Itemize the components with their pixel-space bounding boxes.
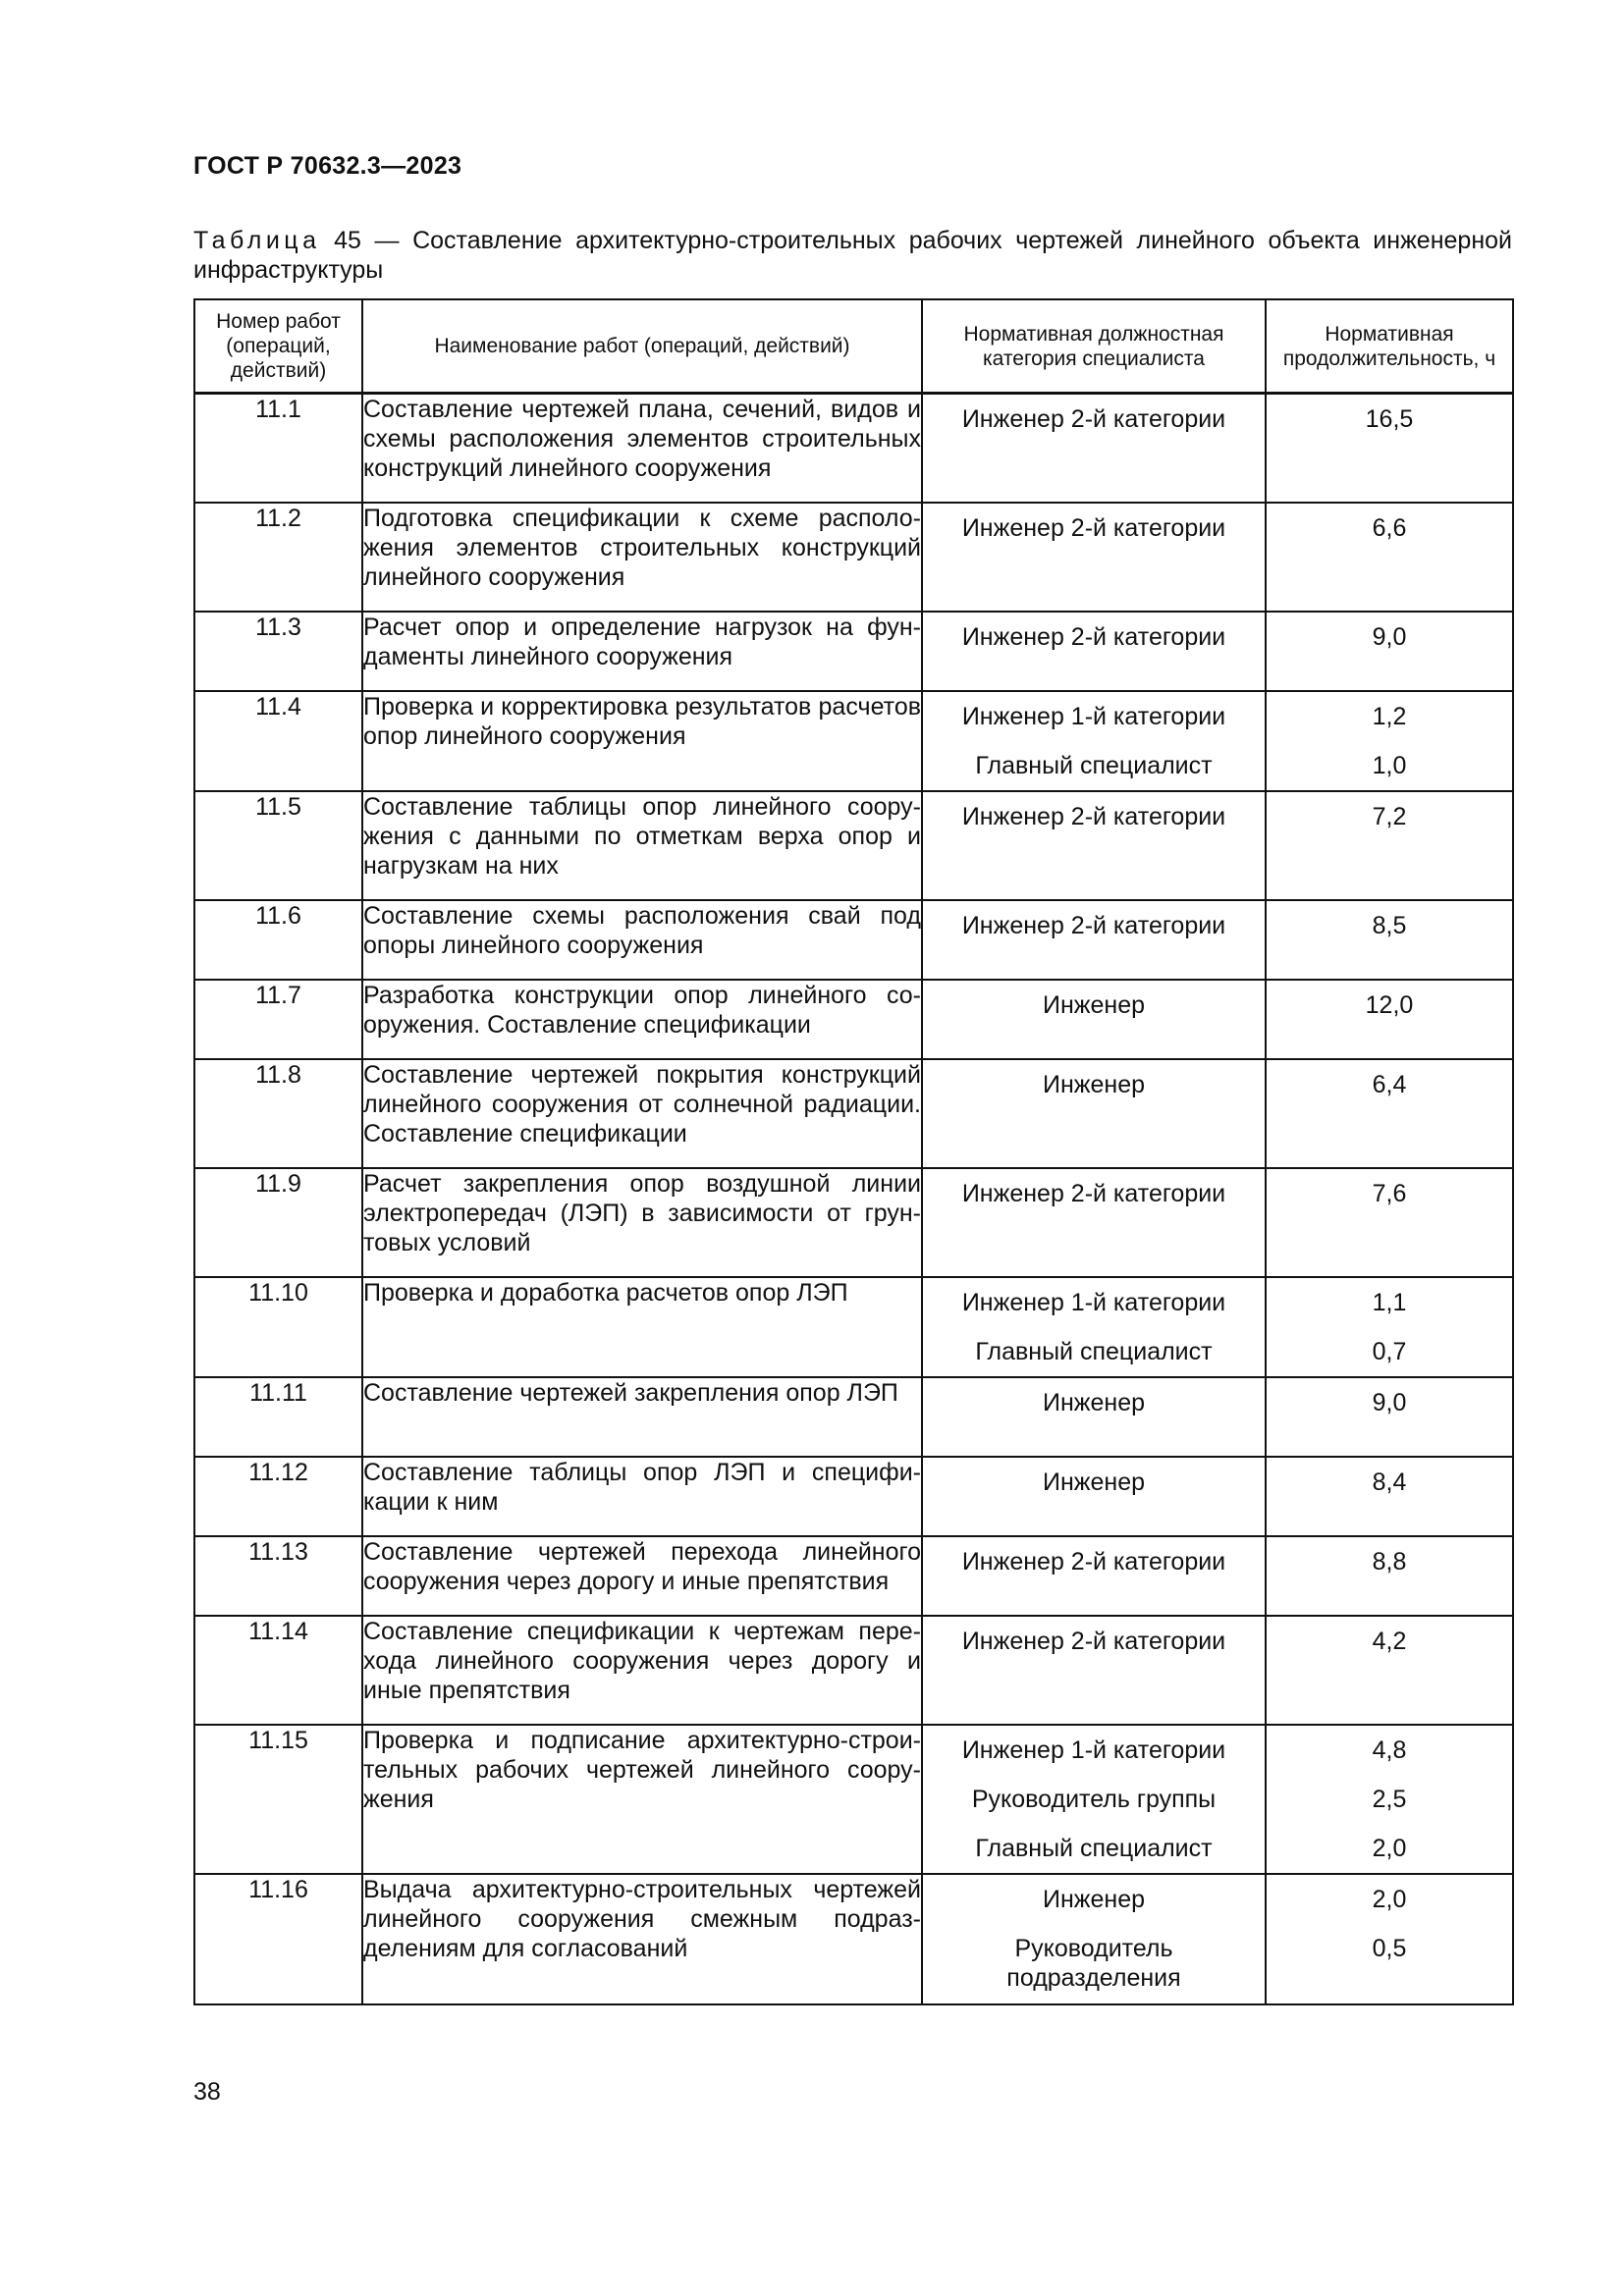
duration-value: 2,5 [1372,1785,1407,1813]
row-work-name: Составление спецификации к чертежам перехода линейного сооружения через дорогу и иные препятствия [362,1616,922,1725]
specialist-category: Главный специалист [975,751,1213,779]
row-number: 11.11 [194,1377,362,1457]
row-number: 11.8 [194,1059,362,1168]
row-duration-cell [1266,503,1513,612]
table-row [194,1277,1513,1377]
column-header-name: Наименование работ (операций, действий) [362,299,922,394]
row-work-name: Подготовка спецификации к схеме расположения элементов строительных конструкций линейного сооружения [362,503,922,612]
row-work-name: Разработка конструкции опор линейного сооружения. Составление спецификации [362,980,922,1059]
specialist-category: Инженер 1-й категории [961,702,1226,730]
row-duration-cell [1266,980,1513,1059]
specialist-category: Инженер [1042,1468,1146,1496]
row-category-cell [922,612,1266,691]
specialist-category: Руководитель группы [971,1785,1217,1813]
row-work-name: Составление чертежей плана, сечений, видов и схемы расположения элементов строительных конструкций линейного сооружения [362,394,922,503]
row-category-cell [922,1059,1266,1168]
page-number: 38 [193,2078,221,2106]
duration-value: 2,0 [1372,1834,1407,1862]
duration-value: 6,6 [1372,513,1407,542]
specialist-category: Главный специалист [975,1834,1213,1862]
duration-value: 12,0 [1365,990,1414,1019]
row-work-name: Составление схемы расположения свай под опоры линейного сооружения [362,900,922,980]
row-duration-cell [1266,791,1513,900]
table-row [194,1377,1513,1457]
column-header-number: Номер работ (операций, действий) [194,299,362,394]
table-row [194,1725,1513,1874]
duration-value: 1,0 [1372,751,1407,779]
specialist-category: Инженер 1-й категории [961,1735,1226,1764]
table-row [194,1616,1513,1725]
specialist-category: Инженер 2-й категории [961,405,1226,433]
row-work-name: Расчет закрепления опор воздушной линии электропередач (ЛЭП) в зависимости от грунтовых условий [362,1168,922,1277]
table-row [194,791,1513,900]
row-work-name: Выдача архитектурно-строительных чертежей линейного сооружения смежным подразделениям для согласований [362,1874,922,2004]
table-row [194,1874,1513,2004]
row-number: 11.13 [194,1536,362,1616]
table-row [194,900,1513,980]
specialist-category: Инженер 2-й категории [961,513,1226,542]
specialist-category: Инженер 2-й категории [961,1547,1226,1575]
row-duration-cell [1266,1725,1513,1874]
row-number: 11.12 [194,1457,362,1536]
specialist-category: Инженер [1042,990,1146,1019]
table-body [194,394,1513,2004]
duration-value: 4,2 [1372,1627,1407,1655]
duration-value: 0,5 [1372,1934,1407,1962]
row-work-name: Составление таблицы опор ЛЭП и спецификации к ним [362,1457,922,1536]
row-category-cell [922,900,1266,980]
column-header-category: Нормативная должностная категория специалиста [922,299,1266,394]
row-category-cell [922,980,1266,1059]
row-category-cell [922,394,1266,503]
specialist-category: Инженер [1042,1885,1146,1913]
table-row [194,1059,1513,1168]
duration-value: 9,0 [1372,1388,1407,1416]
row-duration-cell [1266,1168,1513,1277]
row-number: 11.3 [194,612,362,691]
duration-value: 2,0 [1372,1885,1407,1913]
row-number: 11.7 [194,980,362,1059]
specialist-category: Инженер [1042,1388,1146,1416]
row-number: 11.10 [194,1277,362,1377]
row-category-cell [922,503,1266,612]
row-work-name: Составление таблицы опор линейного сооружения с данными по отметкам верха опор и нагрузкам на них [362,791,922,900]
table-row [194,1168,1513,1277]
row-number: 11.14 [194,1616,362,1725]
specialist-category: Инженер [1042,1070,1146,1098]
row-duration-cell [1266,1536,1513,1616]
row-work-name: Составление чертежей перехода линейного сооружения через дорогу и иные препятствия [362,1536,922,1616]
specialist-category: Главный специалист [975,1337,1213,1365]
duration-value: 7,2 [1372,802,1407,830]
row-category-cell [922,1725,1266,1874]
table-row [194,691,1513,791]
row-duration-cell [1266,1457,1513,1536]
row-duration-cell [1266,1377,1513,1457]
column-header-duration: Нормативная продолжительность, ч [1266,299,1513,394]
duration-value: 1,1 [1372,1288,1407,1316]
row-category-cell [922,1616,1266,1725]
table-row [194,980,1513,1059]
row-duration-cell [1266,1874,1513,2004]
row-duration-cell [1266,1616,1513,1725]
duration-value: 6,4 [1372,1070,1407,1098]
table-caption-text: 45 — Составление архитектурно-строительных рабочих чертежей линейного объекта инженерной инфраструктуры [193,227,1512,284]
row-category-cell [922,791,1266,900]
row-duration-cell [1266,1059,1513,1168]
row-category-cell [922,1377,1266,1457]
row-work-name: Проверка и подписание архитектурно-строительных рабочих чертежей линейного сооружения [362,1725,922,1874]
table-caption-label: Таблица [193,227,321,254]
specialist-category: Инженер 2-й категории [961,1627,1226,1655]
row-duration-cell [1266,1277,1513,1377]
specialist-category: Инженер 2-й категории [961,622,1226,651]
specialist-category: Инженер 2-й категории [961,911,1226,939]
row-number: 11.15 [194,1725,362,1874]
row-number: 11.1 [194,394,362,503]
row-number: 11.5 [194,791,362,900]
duration-value: 16,5 [1365,405,1414,433]
duration-value: 8,4 [1372,1468,1407,1496]
row-category-cell [922,1874,1266,2004]
table-caption [193,226,1512,285]
duration-value: 0,7 [1372,1337,1407,1365]
row-number: 11.2 [194,503,362,612]
row-category-cell [922,1277,1266,1377]
specialist-category: Руководитель подразделения [1006,1934,1181,1992]
row-duration-cell [1266,394,1513,503]
row-duration-cell [1266,612,1513,691]
row-number: 11.6 [194,900,362,980]
duration-value: 8,5 [1372,911,1407,939]
row-work-name: Расчет опор и определение нагрузок на фундаменты линейного сооружения [362,612,922,691]
table-row [194,394,1513,503]
document-header: ГОСТ Р 70632.3—2023 [193,152,462,180]
row-number: 11.9 [194,1168,362,1277]
duration-value: 8,8 [1372,1547,1407,1575]
table-row [194,1457,1513,1536]
specialist-category: Инженер 2-й категории [961,1179,1226,1207]
row-work-name: Проверка и корректировка результатов расчетов опор линейного сооружения [362,691,922,791]
duration-value: 4,8 [1372,1735,1407,1764]
norms-table [193,298,1514,2005]
row-category-cell [922,1168,1266,1277]
row-category-cell [922,691,1266,791]
table-row [194,612,1513,691]
table-row [194,503,1513,612]
row-category-cell [922,1457,1266,1536]
row-work-name: Проверка и доработка расчетов опор ЛЭП [362,1277,922,1377]
row-work-name: Составление чертежей покрытия конструкций линейного сооружения от солнечной радиации. Составление спецификации [362,1059,922,1168]
table-row [194,1536,1513,1616]
row-duration-cell [1266,900,1513,980]
row-work-name: Составление чертежей закрепления опор ЛЭП [362,1377,922,1457]
row-number: 11.4 [194,691,362,791]
duration-value: 9,0 [1372,622,1407,651]
duration-value: 7,6 [1372,1179,1407,1207]
specialist-category: Инженер 1-й категории [961,1288,1226,1316]
table-header-row [194,299,1513,394]
specialist-category: Инженер 2-й категории [961,802,1226,830]
row-duration-cell [1266,691,1513,791]
row-category-cell [922,1536,1266,1616]
row-number: 11.16 [194,1874,362,2004]
duration-value: 1,2 [1372,702,1407,730]
